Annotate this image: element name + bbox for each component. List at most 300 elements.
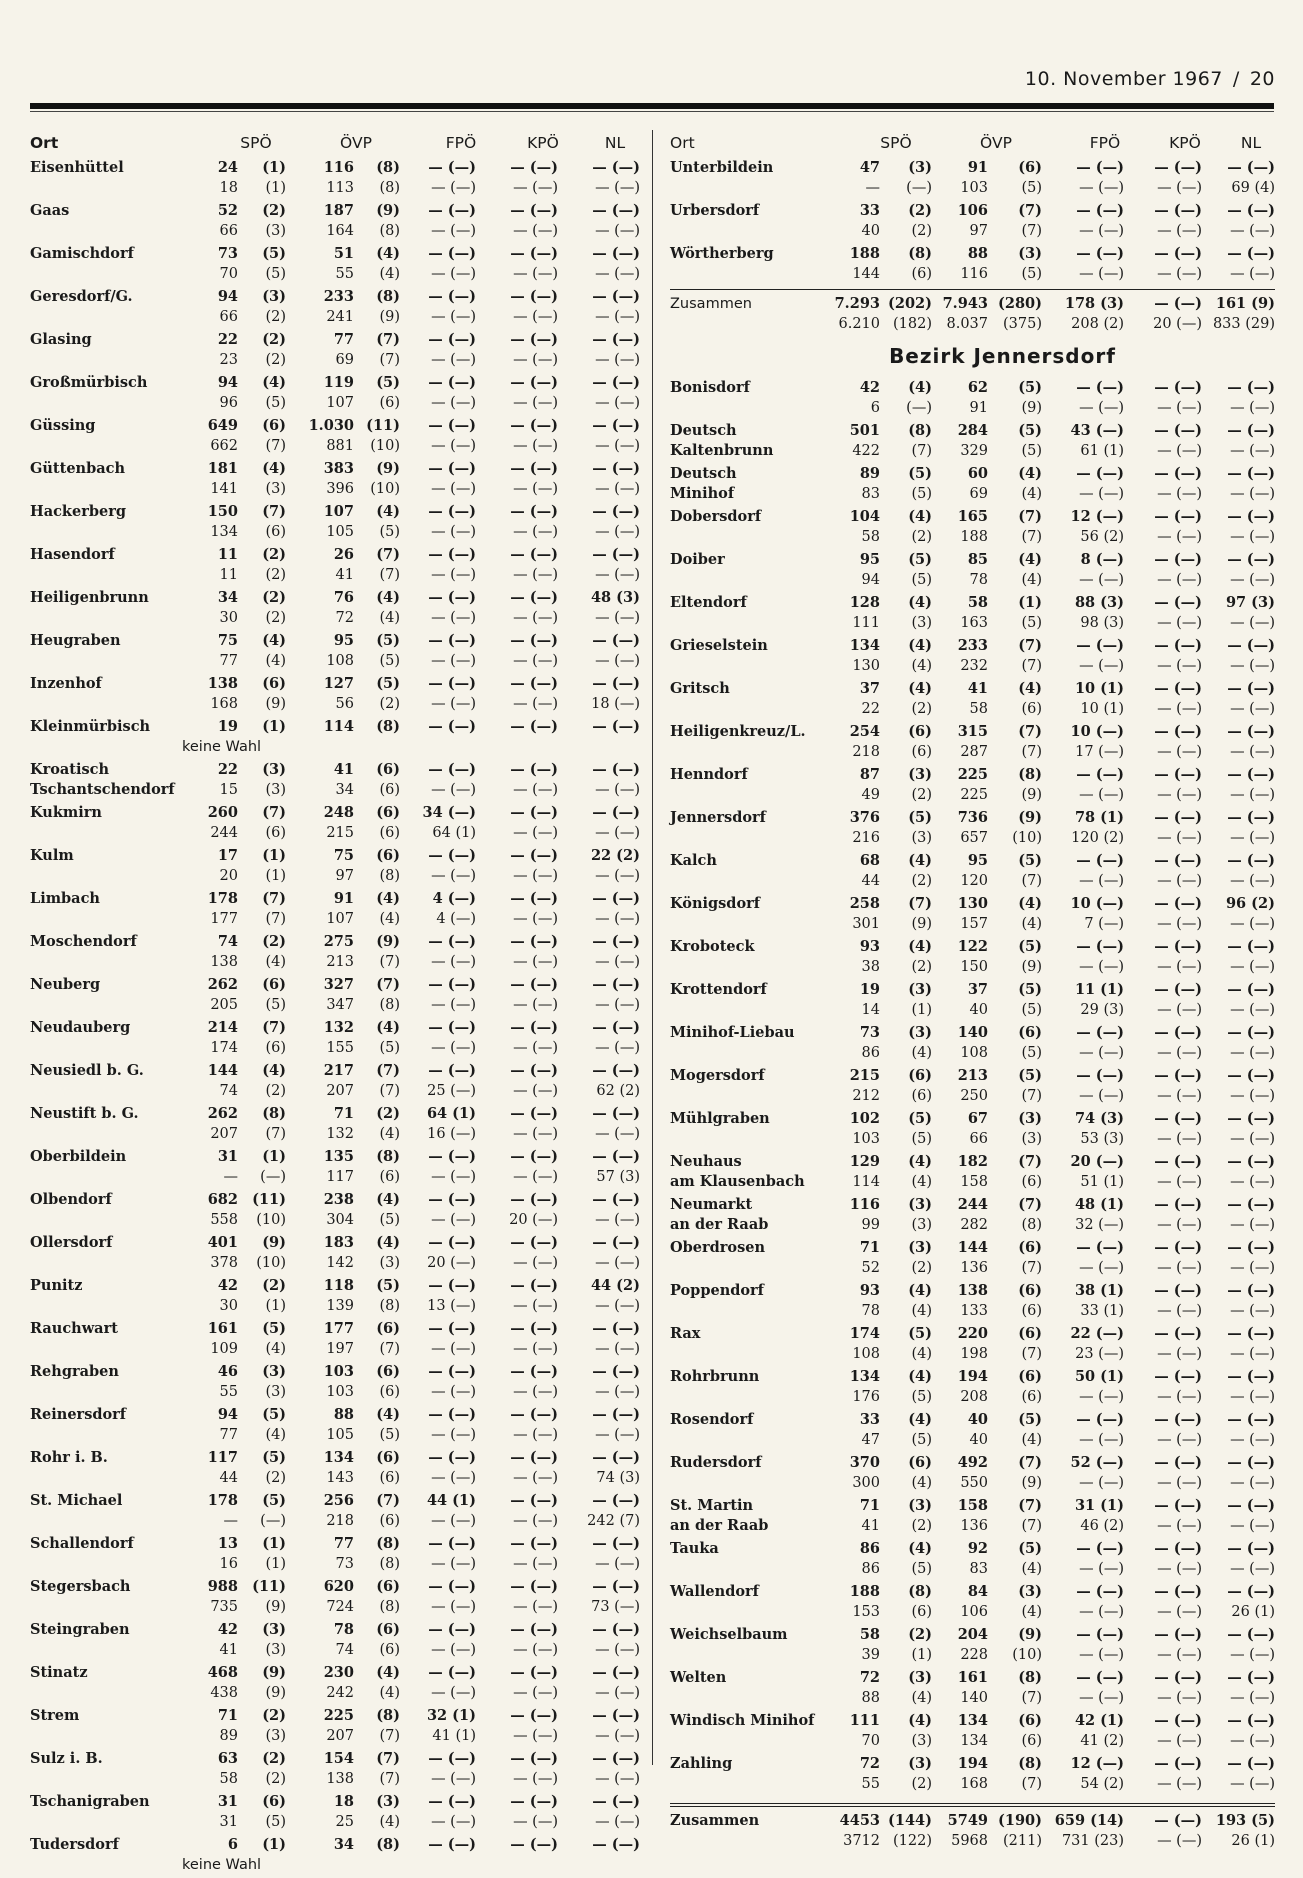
spo-votes: 58 [861, 529, 880, 545]
kpo-result: — (—) [510, 1148, 558, 1165]
fpo-result: 16 (—) [427, 1126, 476, 1142]
ovp-mandates: (6) [376, 1320, 400, 1337]
spo-votes: 401 [207, 1234, 238, 1251]
ovp-votes: 106 [960, 1604, 988, 1620]
table-row [30, 932, 640, 952]
ovp-mandates: (3) [376, 1793, 400, 1810]
spo-votes: 260 [207, 804, 238, 821]
ovp-mandates: (3) [1021, 1131, 1042, 1147]
table-row [30, 651, 640, 671]
nl-result: — (—) [1230, 1389, 1275, 1405]
ovp-mandates: (9) [1021, 787, 1042, 803]
spo-votes: 376 [849, 809, 880, 826]
ovp-votes: 69 [969, 486, 988, 502]
spo-mandates: (9) [265, 1685, 286, 1701]
fpo-result: — (—) [428, 976, 476, 993]
kpo-result: — (—) [1157, 787, 1202, 803]
nl-result: — (—) [595, 395, 640, 411]
header-separator: / [1232, 68, 1240, 90]
place-name: Dobersdorf [670, 508, 762, 525]
place-name: Rohr i. B. [30, 1449, 108, 1466]
ovp-mandates: (4) [376, 1019, 400, 1036]
ovp-votes: 138 [957, 1282, 988, 1299]
nl-result: — (—) [1230, 916, 1275, 932]
spo-votes: 649 [207, 417, 238, 434]
spo-mandates: (7) [265, 911, 286, 927]
nl-result: — (—) [592, 1707, 640, 1724]
spo-mandates: (202) [888, 295, 932, 312]
table-row [670, 1711, 1275, 1731]
place-name: Kaltenbrunn [670, 442, 774, 459]
ovp-mandates: (4) [1021, 1604, 1042, 1620]
table-row [30, 221, 640, 241]
fpo-result: 64 (1) [426, 1105, 476, 1122]
ovp-votes: 107 [323, 503, 354, 520]
fpo-result: 42 (1) [1074, 1712, 1124, 1729]
spo-votes: 24 [217, 159, 238, 176]
kpo-result: — (—) [1157, 1346, 1202, 1362]
spo-votes: 205 [210, 997, 238, 1013]
spo-votes: 114 [852, 1174, 880, 1190]
ovp-mandates: (4) [379, 610, 400, 626]
fpo-result: — (—) [428, 1750, 476, 1767]
fpo-result: — (—) [431, 1513, 476, 1529]
place-name: Jennersdorf [670, 809, 766, 826]
ovp-votes: 164 [326, 223, 354, 239]
place-name: Windisch Minihof [670, 1712, 815, 1729]
spo-mandates: (2) [262, 933, 286, 950]
nl-result: — (—) [1230, 1690, 1275, 1706]
kpo-result: — (—) [1157, 1260, 1202, 1276]
spo-votes: 87 [859, 766, 880, 783]
spo-votes: 52 [861, 1260, 880, 1276]
nl-result: 26 (1) [1231, 1604, 1275, 1620]
kpo-result: — (—) [1157, 1303, 1202, 1319]
fpo-result: — (—) [431, 1556, 476, 1572]
table-row [670, 1109, 1275, 1129]
fpo-result: — (—) [428, 288, 476, 305]
kpo-result: — (—) [1154, 637, 1202, 654]
spo-mandates: (7) [262, 503, 286, 520]
ovp-mandates: (7) [379, 954, 400, 970]
district-title: Bezirk Jennersdorf [889, 344, 1116, 368]
nl-result: — (—) [595, 1728, 640, 1744]
ovp-votes: 83 [969, 1561, 988, 1577]
place-name: Rax [670, 1325, 701, 1342]
spo-votes: 19 [859, 981, 880, 998]
spo-mandates: (1) [262, 1836, 286, 1853]
ovp-mandates: (5) [379, 1427, 400, 1443]
fpo-result: 22 (—) [1070, 1325, 1124, 1342]
nl-result: — (—) [1227, 1153, 1275, 1170]
spo-votes: 39 [861, 1647, 880, 1663]
fpo-result: — (—) [428, 159, 476, 176]
table-row [30, 201, 640, 221]
fpo-result: 48 (1) [1074, 1196, 1124, 1213]
ovp-mandates: (6) [1021, 1389, 1042, 1405]
fpo-result: — (—) [428, 1406, 476, 1423]
table-row [670, 1539, 1275, 1559]
nl-result: — (—) [595, 825, 640, 841]
kpo-result: — (—) [1157, 1088, 1202, 1104]
ovp-mandates: (10) [1012, 830, 1042, 846]
ovp-votes: 144 [957, 1239, 988, 1256]
ovp-votes: 724 [326, 1599, 354, 1615]
kpo-result: — (—) [510, 804, 558, 821]
spo-votes: 4453 [839, 1812, 880, 1829]
ovp-votes: 232 [960, 658, 988, 674]
kpo-result: — (—) [1157, 266, 1202, 282]
spo-mandates: (5) [262, 1492, 286, 1509]
ovp-votes: 383 [323, 460, 354, 477]
fpo-result: 208 (2) [1071, 316, 1124, 332]
fpo-result: — (—) [1079, 1690, 1124, 1706]
kpo-result: — (—) [510, 1320, 558, 1337]
ovp-mandates: (10) [1012, 1647, 1042, 1663]
place-name: Kroboteck [670, 938, 755, 955]
place-name: Heiligenkreuz/L. [670, 723, 806, 740]
place-name: Zahling [670, 1755, 733, 1772]
spo-mandates: (1) [265, 1556, 286, 1572]
kpo-result: — (—) [1157, 873, 1202, 889]
spo-votes: 128 [849, 594, 880, 611]
table-row [30, 1425, 640, 1445]
fpo-result: — (—) [431, 782, 476, 798]
col-header-kpo: KPÖ [527, 134, 559, 152]
spo-mandates: (5) [262, 245, 286, 262]
ovp-votes: 657 [960, 830, 988, 846]
place-name: Heugraben [30, 632, 121, 649]
table-row [30, 1061, 640, 1081]
no-election-note: keine Wahl [182, 1857, 262, 1873]
spo-mandates: (182) [893, 316, 932, 332]
table-row [30, 1167, 640, 1187]
spo-votes: 71 [859, 1497, 880, 1514]
kpo-result: — (—) [1157, 1776, 1202, 1792]
table-row [670, 636, 1275, 656]
place-name: Gamischdorf [30, 245, 134, 262]
fpo-result: 41 (1) [432, 1728, 476, 1744]
nl-result: — (—) [595, 1341, 640, 1357]
nl-result: — (—) [592, 976, 640, 993]
fpo-result: — (—) [428, 1578, 476, 1595]
kpo-result: — (—) [510, 1578, 558, 1595]
nl-result: — (—) [592, 632, 640, 649]
ovp-mandates: (4) [376, 589, 400, 606]
spo-mandates: (9) [265, 1599, 286, 1615]
nl-result: — (—) [1227, 202, 1275, 219]
fpo-result: — (—) [428, 1019, 476, 1036]
kpo-result: — (—) [513, 1126, 558, 1142]
kpo-result: — (—) [1154, 1067, 1202, 1084]
fpo-result: — (—) [428, 761, 476, 778]
spo-mandates: (4) [908, 938, 932, 955]
kpo-result: — (—) [510, 933, 558, 950]
kpo-result: — (—) [513, 1728, 558, 1744]
place-name: Neumarkt [670, 1196, 753, 1213]
spo-mandates: (3) [262, 1621, 286, 1638]
fpo-result: — (—) [428, 847, 476, 864]
table-row [670, 699, 1275, 719]
fpo-result: — (—) [431, 1169, 476, 1185]
kpo-result: — (—) [1157, 1690, 1202, 1706]
place-name: St. Martin [670, 1497, 754, 1514]
table-row [30, 330, 640, 350]
fpo-result: — (—) [428, 718, 476, 735]
ovp-votes: 105 [326, 524, 354, 540]
kpo-result: 20 (—) [1153, 316, 1202, 332]
nl-result: — (—) [1227, 1325, 1275, 1342]
table-row [670, 221, 1275, 241]
ovp-mandates: (5) [379, 1040, 400, 1056]
spo-mandates: (4) [911, 1690, 932, 1706]
table-row [670, 550, 1275, 570]
spo-mandates: (2) [262, 1750, 286, 1767]
table-row [30, 1792, 640, 1812]
ovp-mandates: (6) [1018, 1024, 1042, 1041]
kpo-result: — (—) [1157, 744, 1202, 760]
place-name: Heiligenbrunn [30, 589, 149, 606]
kpo-result: — (—) [1154, 1368, 1202, 1385]
ovp-votes: 34 [333, 1836, 354, 1853]
ovp-mandates: (9) [1021, 400, 1042, 416]
place-name: Rauchwart [30, 1320, 118, 1337]
table-row [30, 995, 640, 1015]
table-row [30, 823, 640, 843]
ovp-votes: 108 [960, 1045, 988, 1061]
nl-result: — (—) [1230, 1432, 1275, 1448]
table-row [670, 1215, 1275, 1235]
spo-votes: 134 [849, 1368, 880, 1385]
ovp-votes: 114 [323, 718, 354, 735]
ovp-mandates: (8) [379, 1556, 400, 1572]
kpo-result: — (—) [1154, 1024, 1202, 1041]
spo-mandates: (1) [262, 1148, 286, 1165]
ovp-mandates: (5) [1018, 379, 1042, 396]
kpo-result: — (—) [513, 352, 558, 368]
ovp-votes: 91 [969, 400, 988, 416]
spo-mandates: (3) [908, 766, 932, 783]
ovp-votes: 217 [323, 1062, 354, 1079]
spo-mandates: (1) [265, 180, 286, 196]
spo-votes: 141 [210, 481, 238, 497]
kpo-result: — (—) [1157, 916, 1202, 932]
spo-votes: 66 [219, 309, 238, 325]
nl-result: — (—) [592, 1664, 640, 1681]
spo-mandates: (9) [265, 696, 286, 712]
spo-mandates: (4) [908, 594, 932, 611]
fpo-result: 52 (—) [1070, 1454, 1124, 1471]
spo-mandates: (11) [252, 1578, 286, 1595]
spo-votes: 33 [859, 202, 880, 219]
ovp-mandates: (7) [1018, 508, 1042, 525]
spo-mandates: (3) [908, 1669, 932, 1686]
spo-votes: 41 [861, 1518, 880, 1534]
spo-votes: 150 [207, 503, 238, 520]
spo-votes: 501 [849, 422, 880, 439]
total-label: Zusammen [670, 1812, 760, 1829]
ovp-votes: 40 [967, 1411, 988, 1428]
spo-mandates: (4) [908, 379, 932, 396]
nl-result: 74 (3) [596, 1470, 640, 1486]
total-label: Zusammen [670, 296, 752, 312]
kpo-result: — (—) [1154, 379, 1202, 396]
kpo-result: — (—) [513, 309, 558, 325]
fpo-result: — (—) [431, 481, 476, 497]
kpo-result: — (—) [510, 589, 558, 606]
table-row [670, 828, 1275, 848]
fpo-result: — (—) [428, 1320, 476, 1337]
table-row [30, 1577, 640, 1597]
fpo-result: 38 (1) [1074, 1282, 1124, 1299]
place-name: Neusiedl b. G. [30, 1062, 144, 1079]
nl-result: — (—) [595, 1814, 640, 1830]
place-name: Neuhaus [670, 1153, 742, 1170]
spo-votes: 6 [227, 1836, 238, 1853]
spo-mandates: (4) [908, 637, 932, 654]
place-name: Wörtherberg [670, 245, 774, 262]
spo-mandates: (2) [911, 1776, 932, 1792]
nl-result: — (—) [1227, 938, 1275, 955]
ovp-mandates: (6) [379, 1642, 400, 1658]
fpo-result: 120 (2) [1071, 830, 1124, 846]
nl-result: — (—) [1230, 266, 1275, 282]
fpo-result: — (—) [1079, 787, 1124, 803]
spo-mandates: (4) [908, 1368, 932, 1385]
table-row [30, 1319, 640, 1339]
spo-votes: 14 [861, 1002, 880, 1018]
table-row [30, 565, 640, 585]
fpo-result: 20 (—) [1070, 1153, 1124, 1170]
kpo-result: — (—) [513, 1427, 558, 1443]
ovp-votes: 60 [967, 465, 988, 482]
fpo-result: — (—) [428, 675, 476, 692]
nl-result: — (—) [595, 997, 640, 1013]
ovp-mandates: (4) [376, 1191, 400, 1208]
kpo-result: — (—) [510, 159, 558, 176]
ovp-mandates: (5) [1018, 981, 1042, 998]
spo-mandates: (2) [265, 1470, 286, 1486]
table-row [30, 1104, 640, 1124]
ovp-mandates: (4) [376, 503, 400, 520]
ovp-mandates: (4) [1018, 551, 1042, 568]
kpo-result: — (—) [1154, 295, 1202, 312]
table-row [30, 1405, 640, 1425]
nl-result: — (—) [1227, 379, 1275, 396]
fpo-result: — (—) [428, 1449, 476, 1466]
ovp-votes: 116 [323, 159, 354, 176]
nl-result: — (—) [1227, 245, 1275, 262]
fpo-result: — (—) [1076, 766, 1124, 783]
ovp-votes: 130 [957, 895, 988, 912]
ovp-votes: 132 [326, 1126, 354, 1142]
nl-result: — (—) [1230, 1217, 1275, 1233]
fpo-result: — (—) [428, 632, 476, 649]
place-name: Grieselstein [670, 637, 768, 654]
spo-mandates: (5) [911, 1131, 932, 1147]
spo-mandates: (2) [265, 1771, 286, 1787]
kpo-result: — (—) [1157, 959, 1202, 975]
table-row [30, 479, 640, 499]
left-rows [30, 158, 640, 1878]
spo-votes: 33 [859, 1411, 880, 1428]
total-row [670, 1811, 1275, 1831]
kpo-result: — (—) [513, 1341, 558, 1357]
nl-result: — (—) [592, 718, 640, 735]
nl-result: — (—) [592, 1320, 640, 1337]
ovp-mandates: (7) [1021, 1260, 1042, 1276]
fpo-result: — (—) [428, 1148, 476, 1165]
ovp-votes: 158 [960, 1174, 988, 1190]
spo-mandates: (2) [911, 1518, 932, 1534]
ovp-mandates: (4) [1018, 895, 1042, 912]
table-row [30, 1706, 640, 1726]
ovp-votes: 163 [960, 615, 988, 631]
place-name: Doiber [670, 551, 725, 568]
place-name: am Klausenbach [670, 1173, 805, 1190]
ovp-mandates: (4) [376, 1234, 400, 1251]
table-row [30, 1253, 640, 1273]
table-row [30, 866, 640, 886]
ovp-votes: 157 [960, 916, 988, 932]
ovp-mandates: (5) [1021, 266, 1042, 282]
fpo-result: 13 (—) [427, 1298, 476, 1314]
fpo-result: 25 (—) [427, 1083, 476, 1099]
table-row [30, 846, 640, 866]
ovp-mandates: (9) [1021, 959, 1042, 975]
kpo-result: — (—) [1154, 508, 1202, 525]
nl-result: — (—) [592, 374, 640, 391]
ovp-votes: 95 [967, 852, 988, 869]
table-row [670, 1645, 1275, 1665]
ovp-mandates: (8) [1018, 1669, 1042, 1686]
spo-mandates: (6) [908, 723, 932, 740]
fpo-result: 51 (1) [1080, 1174, 1124, 1190]
spo-votes: 94 [217, 374, 238, 391]
table-row [30, 416, 640, 436]
spo-votes: 103 [852, 1131, 880, 1147]
spo-mandates: (4) [265, 954, 286, 970]
kpo-result: — (—) [510, 718, 558, 735]
fpo-result: — (—) [1076, 465, 1124, 482]
nl-result: — (—) [1230, 1561, 1275, 1577]
ovp-mandates: (4) [1021, 1561, 1042, 1577]
spo-votes: 73 [217, 245, 238, 262]
nl-result: — (—) [595, 1298, 640, 1314]
spo-mandates: (5) [265, 395, 286, 411]
ovp-votes: 492 [957, 1454, 988, 1471]
fpo-result: — (—) [431, 1771, 476, 1787]
ovp-mandates: (6) [1018, 159, 1042, 176]
place-name: Oberdrosen [670, 1239, 766, 1256]
fpo-result: — (—) [431, 1040, 476, 1056]
ovp-mandates: (7) [1021, 1690, 1042, 1706]
ovp-votes: 139 [326, 1298, 354, 1314]
ovp-mandates: (6) [376, 804, 400, 821]
spo-mandates: (2) [911, 223, 932, 239]
nl-result: — (—) [595, 1255, 640, 1271]
ovp-mandates: (4) [379, 1126, 400, 1142]
place-name: St. Michael [30, 1492, 123, 1509]
ovp-mandates: (6) [1018, 1282, 1042, 1299]
ovp-mandates: (5) [376, 632, 400, 649]
spo-mandates: (3) [908, 1239, 932, 1256]
ovp-votes: 113 [326, 180, 354, 196]
nl-result: — (—) [592, 331, 640, 348]
spo-votes: 17 [217, 847, 238, 864]
fpo-result: 33 (1) [1080, 1303, 1124, 1319]
place-name: Gaas [30, 202, 70, 219]
